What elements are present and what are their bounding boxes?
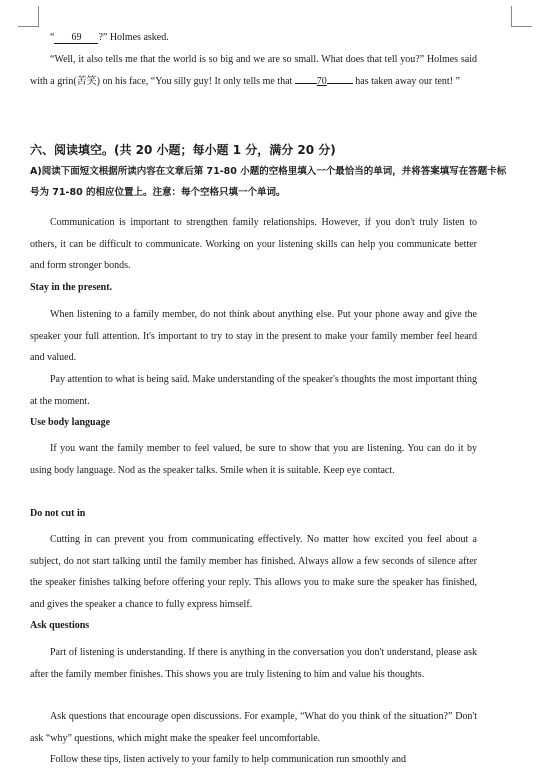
crop-mark-top-right bbox=[511, 6, 532, 27]
blank-69 bbox=[54, 32, 98, 44]
paragraph-body-language: If you want the family member to feel valued, be sure to show that you are listening. You can do it by using body language. Nod as the speaker talks. Smile when it is suitable. Keep eye contact. bbox=[30, 443, 477, 476]
heading-ask-questions: Ask questions bbox=[30, 620, 90, 631]
question-69-tail: ?” Holmes asked. bbox=[98, 32, 169, 43]
crop-mark-top-left bbox=[18, 6, 39, 27]
paragraph-ask-questions: Part of listening is understanding. If there is anything in the conversation you don't understand, please ask after the family member finishes. This shows you are truly listening to him and value his thoughts. bbox=[30, 647, 477, 680]
paragraph-follow-tips: Follow these tips, listen actively to your family to help communication run smoothly and bbox=[50, 754, 407, 765]
paragraph-open-discussions: Ask questions that encourage open discussions. For example, “What do you think of the situation?” Don't ask “why” questions, which might make the speaker feel uncomfortable. bbox=[30, 711, 477, 744]
paragraph-pay-attention: Pay attention to what is being said. Make understanding of the speaker's thoughts the most important thing at the moment. bbox=[30, 374, 477, 407]
heading-do-not-cut-in: Do not cut in bbox=[30, 508, 86, 519]
article-intro: Communication is important to strengthen family relationships. However, if you don't truly listen to others, it can be difficult to communicate. Working on your listening skills can help you communicate better and form stronger bonds. bbox=[30, 217, 477, 272]
paragraph-do-not-cut-in: Cutting in can prevent you from communicating effectively. No matter how excited you feel about a subject, do not start talking until the family member has finished. Always allow a few seconds of silence after the speaker finishes talking before offering your reply. This allows you to make sure the speaker has finished, and gives the speaker a chance to fully express himself. bbox=[30, 534, 477, 610]
question-69-line bbox=[50, 27, 497, 49]
open-quote: “ bbox=[50, 32, 55, 43]
holmes-paragraph-end: has taken away our tent! ” bbox=[352, 75, 460, 87]
section-instruction: A)阅读下面短文根据所读内容在文章后第 71-80 小题的空格里填入一个最恰当的单词，并将答案填写在答题卡标号为 71-80 的相应位置上。注意：每个空格只填一个单词。 bbox=[30, 166, 507, 198]
section-title: 六、阅读填空。(共 20 小题；每小题 1 分，满分 20 分) bbox=[30, 143, 336, 157]
blank-70-number: 70 bbox=[316, 75, 327, 87]
heading-body-language: Use body language bbox=[30, 417, 111, 428]
holmes-paragraph bbox=[30, 49, 477, 92]
blank-70-lead bbox=[295, 83, 317, 84]
blank-70-trail bbox=[327, 83, 353, 84]
paragraph-stay-present: When listening to a family member, do not think about anything else. Put your phone away and give the speaker your full attention. It's important to try to stay in the present to make your family member feel heard and valued. bbox=[30, 309, 477, 364]
blank-69-number: 69 bbox=[71, 32, 82, 43]
holmes-paragraph-text: “Well, it also tells me that the world is so big and we are so small. What does that tell you?” Holmes said with a grin(苦笑) on his face, “You silly guy! It only tells me that bbox=[30, 54, 477, 87]
heading-stay-present: Stay in the present. bbox=[30, 282, 113, 293]
